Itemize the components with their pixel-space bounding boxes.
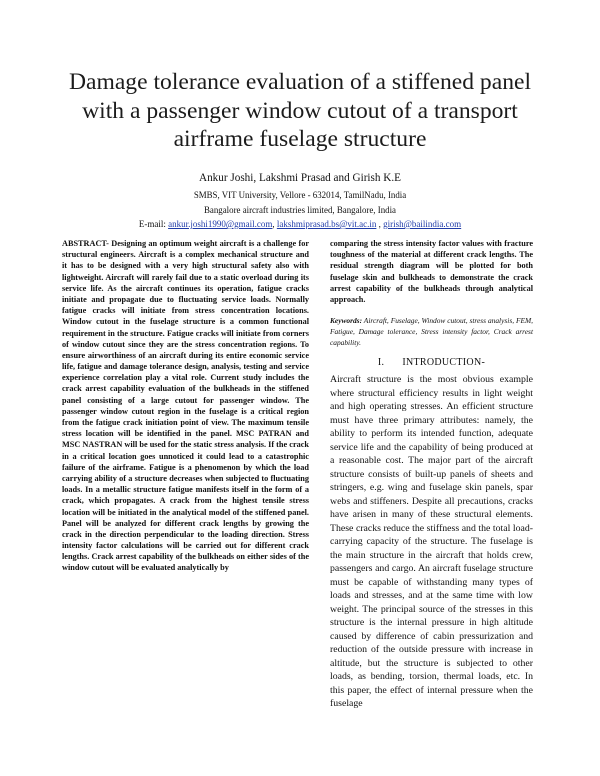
email-separator-1: , [272,219,277,229]
author-list: Ankur Joshi, Lakshmi Prasad and Girish K.E [199,172,401,184]
paper-title: Damage tolerance evaluation of a stiffened panel with a passenger window cutout of a transport airframe fuselage structure [68,69,532,152]
left-column [62,238,309,574]
introduction-text: Aircraft structure is the most obvious example where structural efficiency results in light weight and high operating stresses. An efficient structure must have three primary attributes: namely, the ability to perform its intended function, adequate service life and the capability of being produced at a reasonable cost. The major part of the aircraft structure consists of built-up panels of sheets and stringers, e.g. wing and fuselage skin panels, spar webs and stiffeners. Despite all precautions, cracks have arisen in many of these structural elements. These cracks reduce the stiffness and the total load-carrying capacity of the structure. The fuselage is the main structure in the aircraft that holds crew, passengers and cargo. An aircraft fuselage structure must be capable of withstanding many types of loads and stresses, and at the same time with low weight. The principal source of the stresses in this structure is the internal pressure in high altitude caused by difference of cabin pressurization and reduction of the outside pressure with increase in altitude, but the structure is subjected to other loads, as bending, torsion, thermal loads, etc. In this paper, the effect of internal pressure when the fuselage [330,374,533,710]
affiliation-2: Bangalore aircraft industries limited, Bangalore, India [204,205,396,215]
email-link-2[interactable]: lakshmiprasad.bs@vit.ac.in [276,219,377,229]
affiliation-1: SMBS, VIT University, Vellore - 632014, TamilNadu, India [193,190,407,200]
email-link-1[interactable]: ankur.joshi1990@gmail.com [168,219,273,229]
abstract: ABSTRACT- Designing an optimum weight aircraft is a challenge for structural engineers. Aircraft is a complex mechanical structure and it has to be designed with a very high structural safety also with lightweight. Aircraft will rarely fail due to a static overload during its service life. As the aircraft continues its operation, fatigue cracks initiate and propagate due to fluctuating service loads. Normally fatigue cracks will initiate from stress concentration locations. Window cutout in the fuselage structure is a common functional requirement in the structure. Fatigue cracks will initiate from corners of window cutout since they are the stress concentration regions. To ensure airworthiness of an aircraft during its entire economic service life, fatigue and damage tolerance design, analysis, testing and service experience correlation play a vital role. Current study includes the crack arrest capability evaluation of the bulkheads in the stiffened panel consisting of a large cutout for passenger window. The passenger window cutout region in the fuselage is a critical region from the fatigue crack initiation point of view. The maximum tensile stress location will be identified in the panel. MSC PATRAN and MSC NASTRAN will be used for the static stress analysis. If the crack in a critical location goes unnoticed it could lead to a catastrophic failure of the airframe. Fatigue is a phenomenon by which the load carrying ability of a structure decreases when subjected to fluctuating loads. In a metallic structure fatigue manifests itself in the form of a crack, which propagates. A crack from the highest tensile stress location will be initiated in the analytical model of the stiffened panel. Panel will be analyzed for different crack lengths by growing the crack in the direction perpendicular to the loading direction. Stress intensity factor calculations will be carried out for different crack lengths. Crack arrest capability of the bulkheads on either sides of the window cutout will be evaluated analytically by [62,239,309,573]
keywords [330,315,533,348]
section-title: INTRODUCTION- [402,357,486,369]
keywords-text: Aircraft, Fuselage, Window cutout, stress analysis, FEM, Fatigue, Damage tolerance, Stress intensity factor, Crack arrest capability. [330,316,533,348]
email-link-3[interactable]: girish@bailindia.com [383,219,462,229]
section-number: I. [377,357,385,369]
email-line [40,217,560,231]
keywords-label: Keywords: [330,316,363,326]
email-separator-2: , [376,219,384,229]
section-heading [330,357,533,368]
email-prefix: E-mail: [138,219,169,229]
right-column [330,238,533,711]
abstract-continued: comparing the stress intensity factor values with fracture toughness of the material at different crack lengths. The residual strength diagram will be plotted for both fuselage skin and bulkheads to demonstrate the crack arrest capability of the bulkheads through analytical approach. [330,239,533,304]
